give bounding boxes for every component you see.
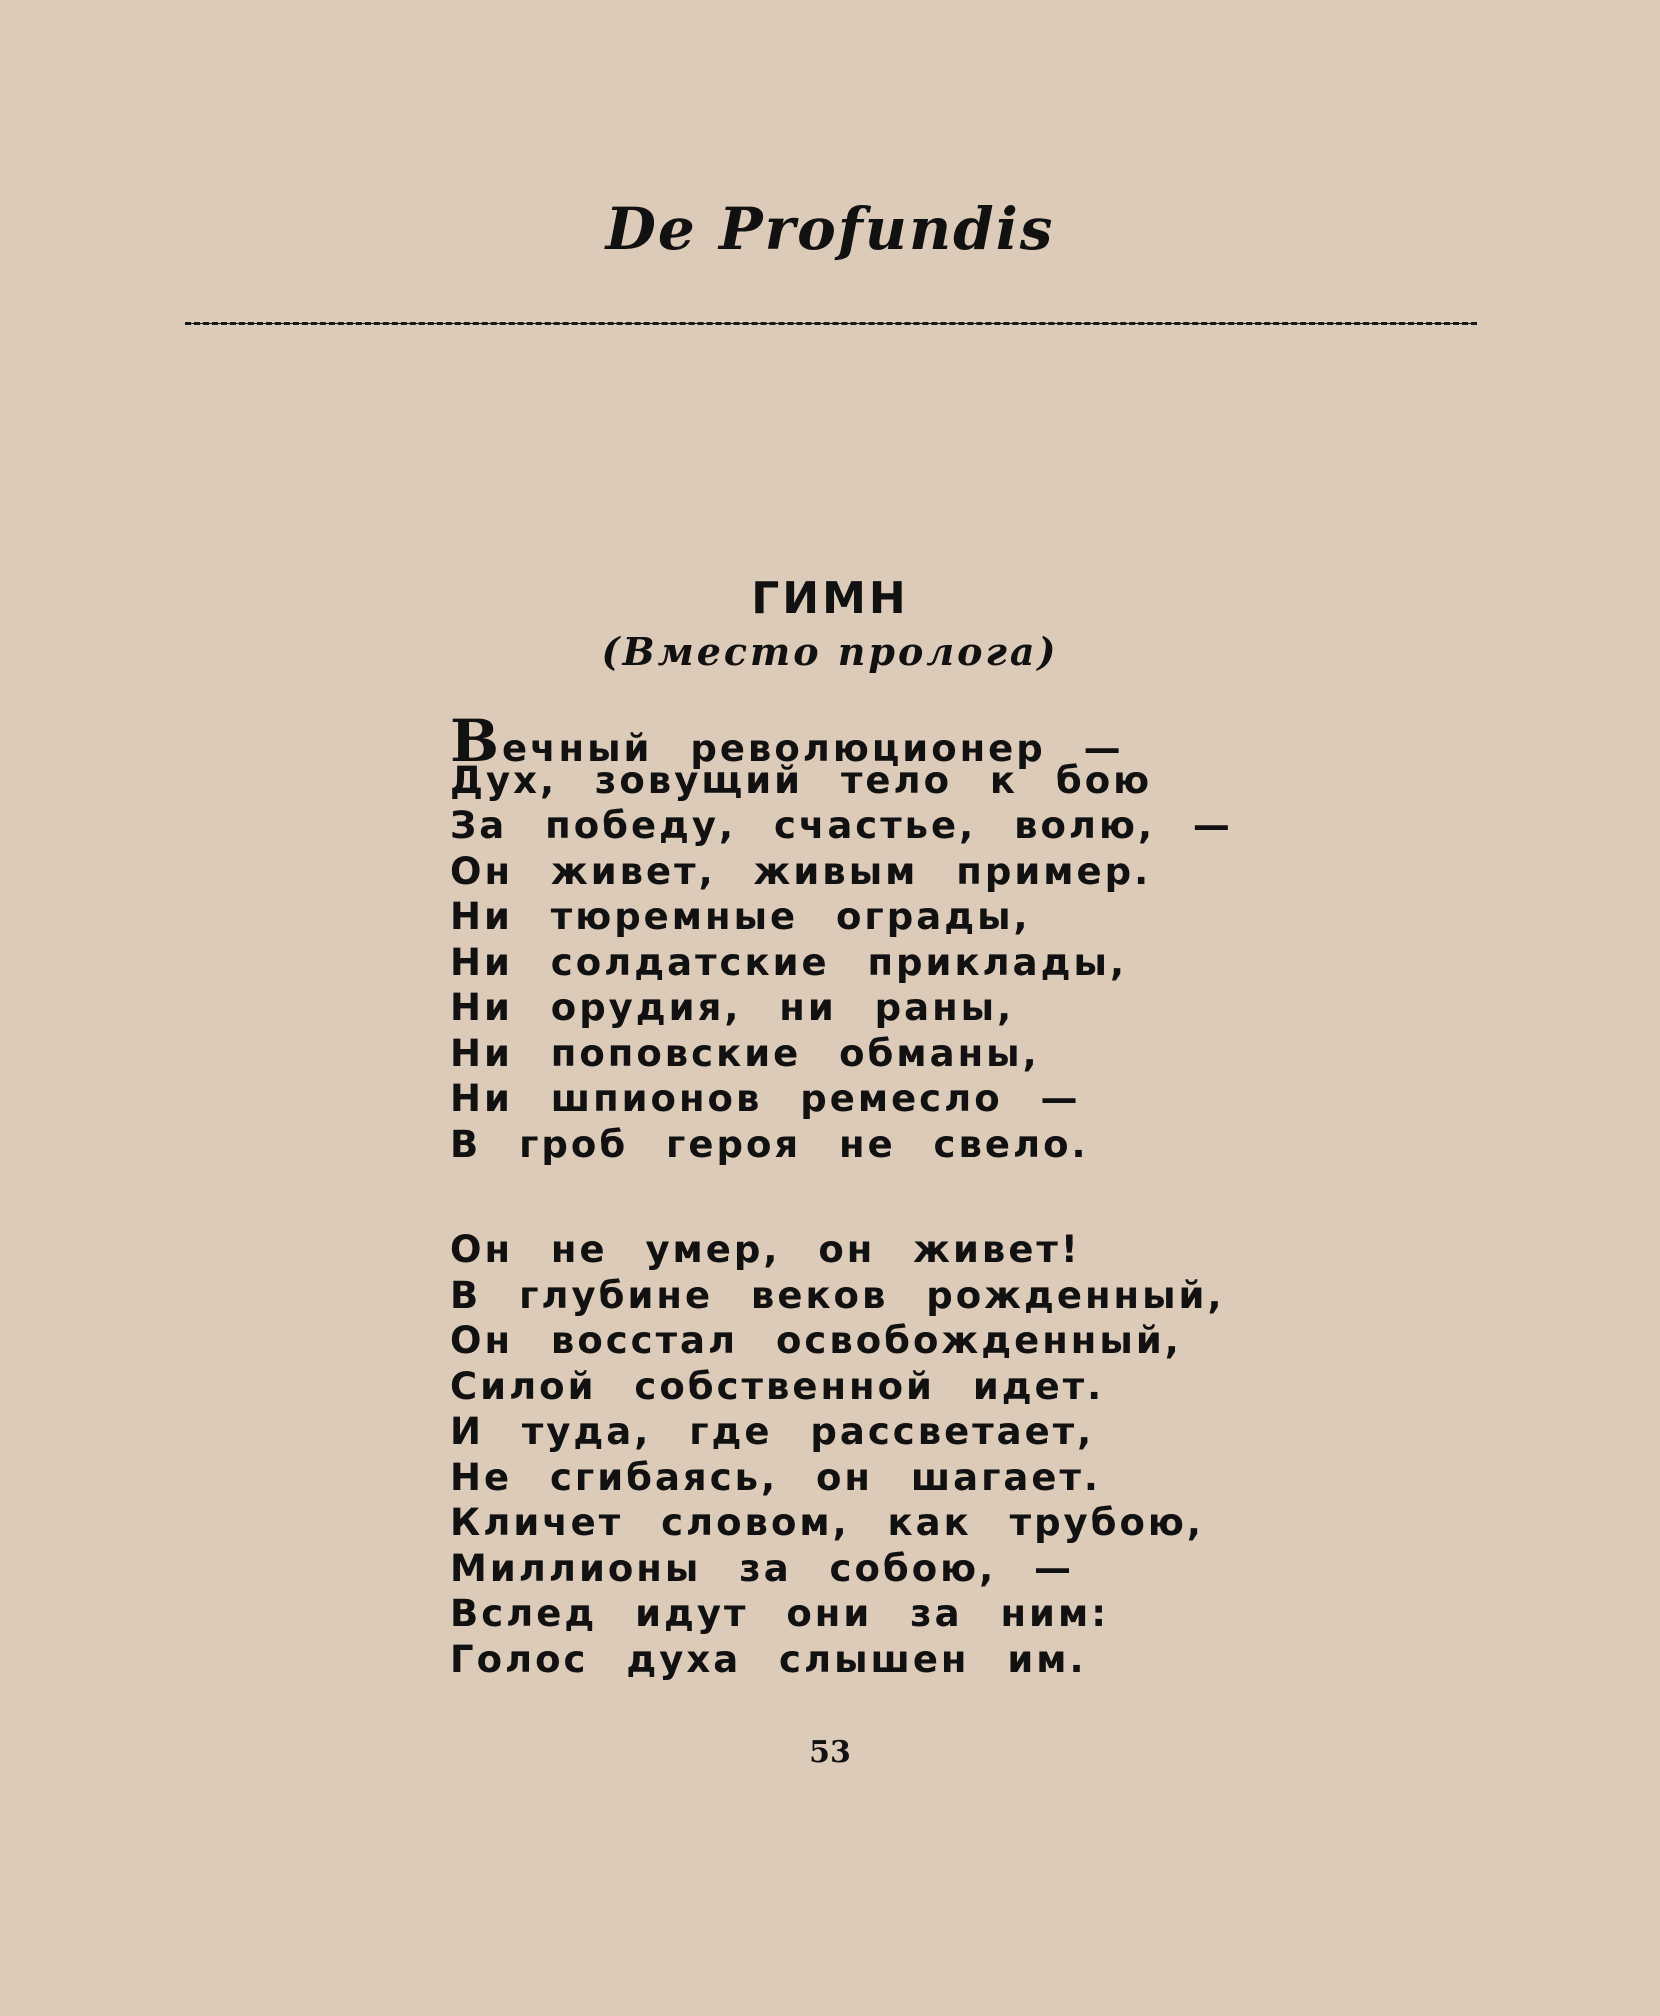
poem-line: Он живет, живым пример. <box>450 849 1152 893</box>
poem-line: Кличет словом, как трубою, <box>450 1501 1204 1544</box>
poem-line: За победу, счастье, волю, — <box>450 804 1233 847</box>
header-rule <box>185 322 1477 325</box>
poem-line: Ни солдатские приклады, <box>450 940 1128 984</box>
poem-line: Ни орудия, ни раны, <box>450 986 1015 1029</box>
poem-line: Силой собственной идет. <box>450 1364 1105 1408</box>
poem-line: Ни тюремные ограды, <box>450 895 1031 938</box>
stanza-2 <box>450 1227 1225 1682</box>
poem-line: В глубине веков рожденный, <box>450 1273 1225 1317</box>
poem-line: В гроб героя не свело. <box>450 1122 1089 1166</box>
poem-line: Ни шпионов ремесло — <box>450 1077 1081 1120</box>
poem-line-text: ечный революционер — <box>502 727 1124 770</box>
poem-line: Вслед идут они за ним: <box>450 1592 1110 1635</box>
poem-line <box>450 707 1233 775</box>
poem-line: Он не умер, он живет! <box>450 1228 1081 1271</box>
poem-line: Голос духа слышен им. <box>450 1637 1087 1681</box>
poem-line: Не сгибаясь, он шагает. <box>450 1455 1101 1499</box>
page-number: 53 <box>809 1735 851 1770</box>
poem-line: И туда, где рассветает, <box>450 1410 1095 1453</box>
running-head: De Profundis <box>605 195 1055 263</box>
poem-line: Миллионы за собою, — <box>450 1546 1075 1590</box>
stanza-1 <box>450 707 1233 1167</box>
poem-line: Он восстал освобожденный, <box>450 1319 1182 1362</box>
poem-line: Дух, зовущий тело к бою <box>450 758 1153 802</box>
poem-title: ГИМН <box>751 573 909 624</box>
poem-subtitle: (Вместо пролога) <box>601 629 1059 674</box>
poem-line: Ни поповские обманы, <box>450 1031 1040 1075</box>
drop-cap: В <box>450 707 503 775</box>
